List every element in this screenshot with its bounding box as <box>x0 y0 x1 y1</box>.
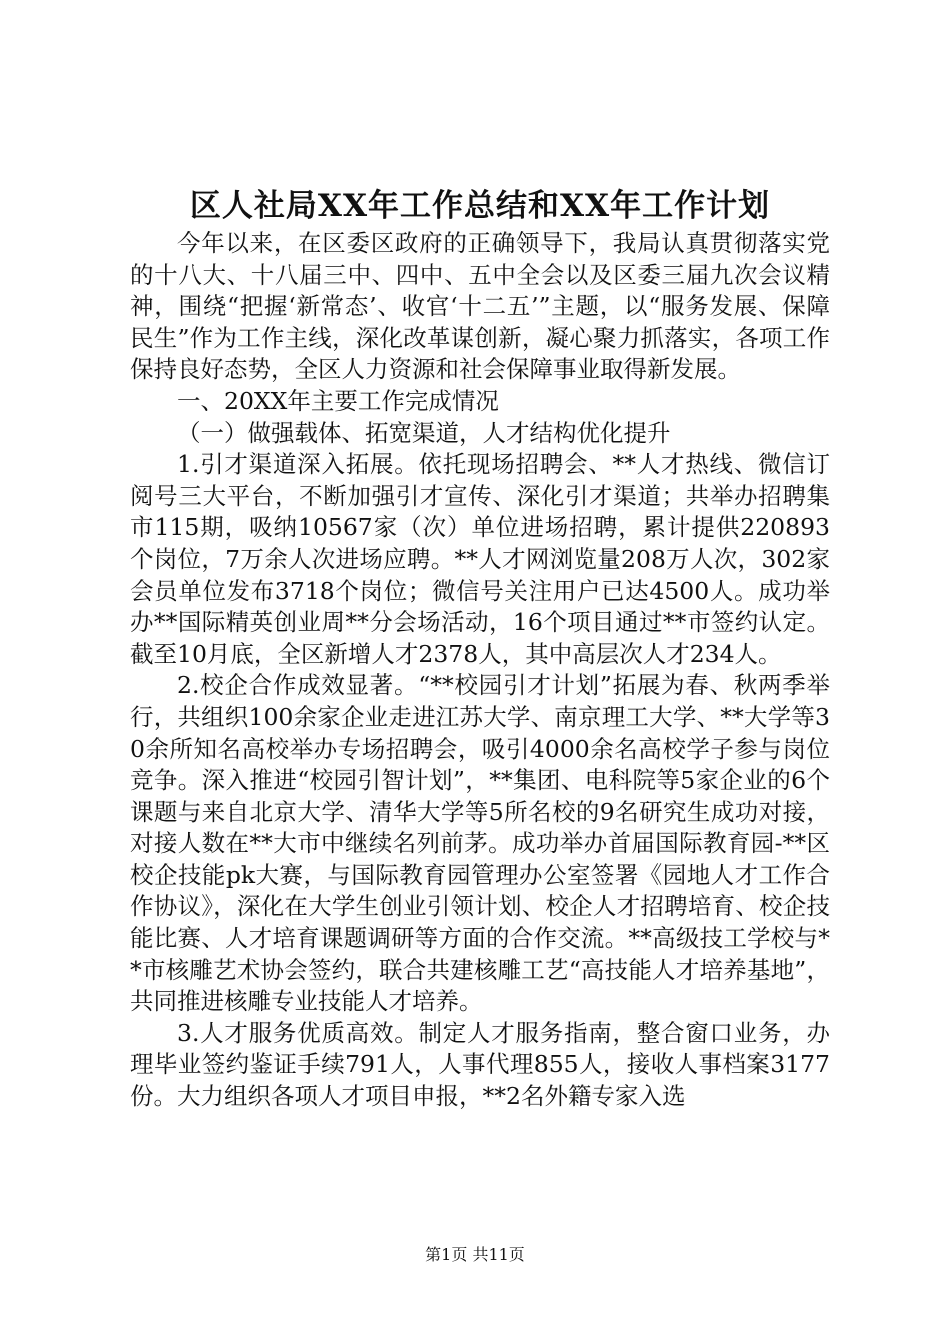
document-page <box>130 184 830 1113</box>
section-heading: 一、20XX年主要工作完成情况 <box>177 386 499 415</box>
body-paragraph: 2.校企合作成效显著。“**校园引才计划”拓展为春、秋两季举行，共组织100余家企业走进江苏大学、南京理工大学、**大学等30余所知名高校举办专场招聘会，吸引4000余名高校学子参与岗位竞争。深入推进“校园引智计划”，**集团、电科院等5家企业的6个课题与来自北京大学、清华大学等5所名校的9名研究生成功对接，对接人数在**大市中继续名列前茅。成功举办首届国际教育园-**区校企技能pk大赛，与国际教育园管理办公室签署《园地人才工作合作协议》，深化在大学生创业引领计划、校企人才招聘培育、校企技能比赛、人才培育课题调研等方面的合作交流。**高级技工学校与**市核雕艺术协会签约，联合共建核雕工艺“高技能人才培养基地”，共同推进核雕专业技能人才培养。 <box>130 671 830 1016</box>
document-title: 区人社局XX年工作总结和XX年工作计划 <box>189 188 771 224</box>
body-paragraph: 3.人才服务优质高效。制定人才服务指南，整合窗口业务，办理毕业签约鉴证手续791人，人事代理855人，接收人事档案3177份。大力组织各项人才项目申报，**2名外籍专家入选 <box>130 1018 830 1111</box>
subsection-heading: （一）做强载体、拓宽渠道，人才结构优化提升 <box>177 418 671 447</box>
intro-paragraph: 今年以来，在区委区政府的正确领导下，我局认真贯彻落实党的十八大、十八届三中、四中、五中全会以及区委三届九次会议精神，围绕“把握‘新常态’、收官‘十二五’”主题，以“服务发展、保障民生”作为工作主线，深化改革谋创新，凝心聚力抓落实，各项工作保持良好态势，全区人力资源和社会保障事业取得新发展。 <box>130 229 830 384</box>
body-paragraph: 1.引才渠道深入拓展。依托现场招聘会、**人才热线、微信订阅号三大平台，不断加强引才宣传、深化引才渠道；共举办招聘集市115期，吸纳10567家（次）单位进场招聘，累计提供220893个岗位，7万余人次进场应聘。**人才网浏览量208万人次，302家会员单位发布3718个岗位；微信号关注用户已达4500人。成功举办**国际精英创业周**分会场活动，16个项目通过**市签约认定。截至10月底，全区新增人才2378人，其中高层次人才234人。 <box>130 450 830 668</box>
page-footer: 第1页 共11页 <box>425 1245 525 1264</box>
